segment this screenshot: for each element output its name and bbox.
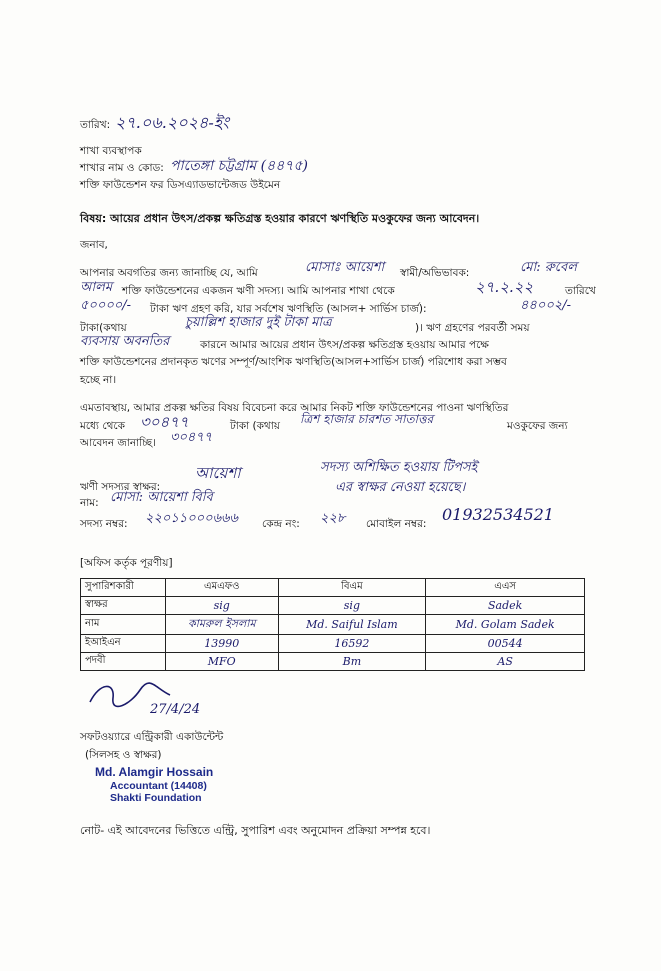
stamp-org: Shakti Foundation [110, 792, 202, 804]
name-as: Md. Golam Sadek [426, 615, 585, 635]
branch-value: পাতেঙ্গা চট্টগ্রাম (৪৪৭৫) [170, 158, 308, 174]
signature-as: Sadek [426, 597, 585, 615]
signature-mfo: sig [165, 597, 278, 615]
row-label: পদবী [81, 653, 166, 671]
member-signature-label: ঋণী সদস্যর স্বাক্ষর: [80, 481, 161, 493]
accountant-sign-date: 27/4/24 [150, 702, 201, 717]
ein-bm: 16592 [278, 635, 426, 653]
designation-bm: Bm [278, 653, 426, 671]
stamp-title: Accountant (14408) [110, 780, 207, 792]
member-name-label: নাম: [80, 497, 99, 509]
body-line-1a: আপনার অবগতির জন্য জানাচ্ছি যে, আমি [80, 267, 258, 279]
table-header: এএস [426, 579, 585, 597]
waive-amount-hw: ৩০৪৭৭ [140, 413, 189, 431]
body-line-4a: টাকা(কথায় [80, 322, 127, 334]
ein-mfo: 13990 [165, 635, 278, 653]
member-signature-hw: আয়েশা [195, 464, 241, 482]
para2-line-2c: মওকুফের জন্য [507, 420, 568, 432]
signature-bm: sig [278, 597, 426, 615]
name-bm: Md. Saiful Islam [278, 615, 426, 635]
accountant-sub-label: (সিলসহ ও স্বাক্ষর) [85, 749, 162, 761]
designation-mfo: MFO [165, 653, 278, 671]
body-line-7: হচ্ছে না। [80, 374, 117, 386]
para2-line-2a: মধ্যে থেকে [80, 420, 125, 432]
ein-as: 00544 [426, 635, 585, 653]
table-header: এমএফও [165, 579, 278, 597]
org-line: শক্তি ফাউন্ডেশন ফর ডিসএ্যাডভান্টেজড উইমেন [80, 179, 281, 191]
member-name-hw: মোসাঃ আয়েশা [305, 260, 385, 275]
recommendation-table [80, 578, 585, 671]
body-line-5a: কারনে আমার আয়ের প্রধান উৎস/প্রকল্প ক্ষতিগ্রস্ত হওয়ায় আমার পক্ষে [200, 339, 489, 351]
table-row [81, 653, 585, 671]
date-value: ২৭.০৬.২০২৪-ইং [115, 113, 229, 132]
reason-hw: ব্যবসায় অবনতির [80, 334, 170, 349]
loan-date-hw: ২৭.২.২২ [475, 278, 534, 296]
body-line-1b: স্বামী/অভিভাবক: [400, 267, 470, 279]
salutation: জনাব, [80, 239, 108, 251]
guardian-hw-cont: আলম [80, 280, 113, 295]
subject: বিষয়: আয়ের প্রধান উৎস/প্রকল্প ক্ষতিগ্রস্ত হওয়ার কারণে ঋণস্থিতি মওকুফের জন্য আবেদন। [80, 212, 480, 225]
amount-words-hw: চুয়াল্লিশ হাজার দুই টাকা মাত্র [185, 315, 332, 330]
body-line-4b: )। ঋণ গ্রহণের পরবর্তী সময় [415, 322, 530, 334]
waive-amount2-hw: ৩০৪৭৭ [170, 430, 213, 445]
row-label: স্বাক্ষর [81, 597, 166, 615]
center-label: কেন্দ্র নং: [262, 518, 300, 530]
table-row [81, 597, 585, 615]
table-header: সুপারিশকারী [81, 579, 166, 597]
para2-line-1: এমতাবস্থায়, আমার প্রকল্প ক্ষতির বিষয় বিবেচনা করে আমার নিকট শক্তি ফাউন্ডেশনের পাওনা ঋণস্থিতির [80, 402, 509, 414]
row-label: নাম [81, 615, 166, 635]
addressee-line: শাখা ব্যবস্থাপক [80, 145, 142, 157]
side-note-line-2: এর স্বাক্ষর নেওয়া হয়েছে। [335, 480, 466, 495]
member-no-value: ২২০১১০০০৬৬৬ [145, 511, 238, 526]
member-no-label: সদস্য নম্বর: [80, 518, 128, 530]
table-header-row [81, 579, 585, 597]
designation-as: AS [426, 653, 585, 671]
para2-line-3a: আবেদন জানাচ্ছি। [80, 437, 156, 449]
para2-line-2b: টাকা (কথায় [230, 420, 280, 432]
footer-note: নোট- এই আবেদনের ভিত্তিতে এন্ট্রি, সুপারিশ এবং অনুমোদন প্রক্রিয়া সম্পন্ন হবে। [80, 824, 431, 837]
mobile-value: 01932534521 [442, 505, 554, 524]
balance-hw: ৪৪০০২/- [520, 298, 572, 313]
branch-label: শাখার নাম ও কোড: [80, 162, 164, 174]
office-label: [অফিস কর্তৃক পূরণীয়] [80, 557, 173, 569]
row-label: ইআইএন [81, 635, 166, 653]
body-line-2a: শক্তি ফাউন্ডেশনের একজন ঋণী সদস্য। আমি আপনার শাখা থেকে [122, 285, 395, 297]
guardian-hw: মো: রুবেল [520, 260, 577, 275]
table-header: বিএম [278, 579, 426, 597]
side-note-line-1: সদস্য অশিক্ষিত হওয়ায় টিপসই [320, 460, 478, 475]
date-label: তারিখ: [80, 119, 111, 131]
member-name-value: মোসা: আয়েশা বিবি [110, 490, 213, 505]
name-mfo: কামরুল ইসলাম [165, 615, 278, 635]
body-line-2b: তারিখে [565, 285, 596, 297]
accountant-label: সফটওয়্যারে এন্ট্রিকারী একাউন্টেন্ট [80, 731, 224, 743]
waive-words-hw: ত্রিশ হাজার চারশত সাতাত্তর [300, 412, 434, 426]
body-line-3a: টাকা ঋণ গ্রহণ করি, যার সর্বশেষ ঋণস্থিতি (আসল+ সার্ভিস চার্জ): [150, 303, 427, 315]
stamp-name: Md. Alamgir Hossain [95, 765, 214, 779]
center-value: ২২৮ [320, 511, 346, 526]
table-row [81, 615, 585, 635]
loan-amount-hw: ৫০০০০/- [80, 298, 132, 313]
mobile-label: মোবাইল নম্বর: [366, 518, 427, 530]
table-row [81, 635, 585, 653]
body-line-6: শক্তি ফাউন্ডেশনের প্রদানকৃত ঋণের সম্পূর্ণ/আংশিক ঋণস্থিতি(আসল+সার্ভিস চার্জ) পরিশোধ করা সম্ভব [80, 356, 507, 368]
